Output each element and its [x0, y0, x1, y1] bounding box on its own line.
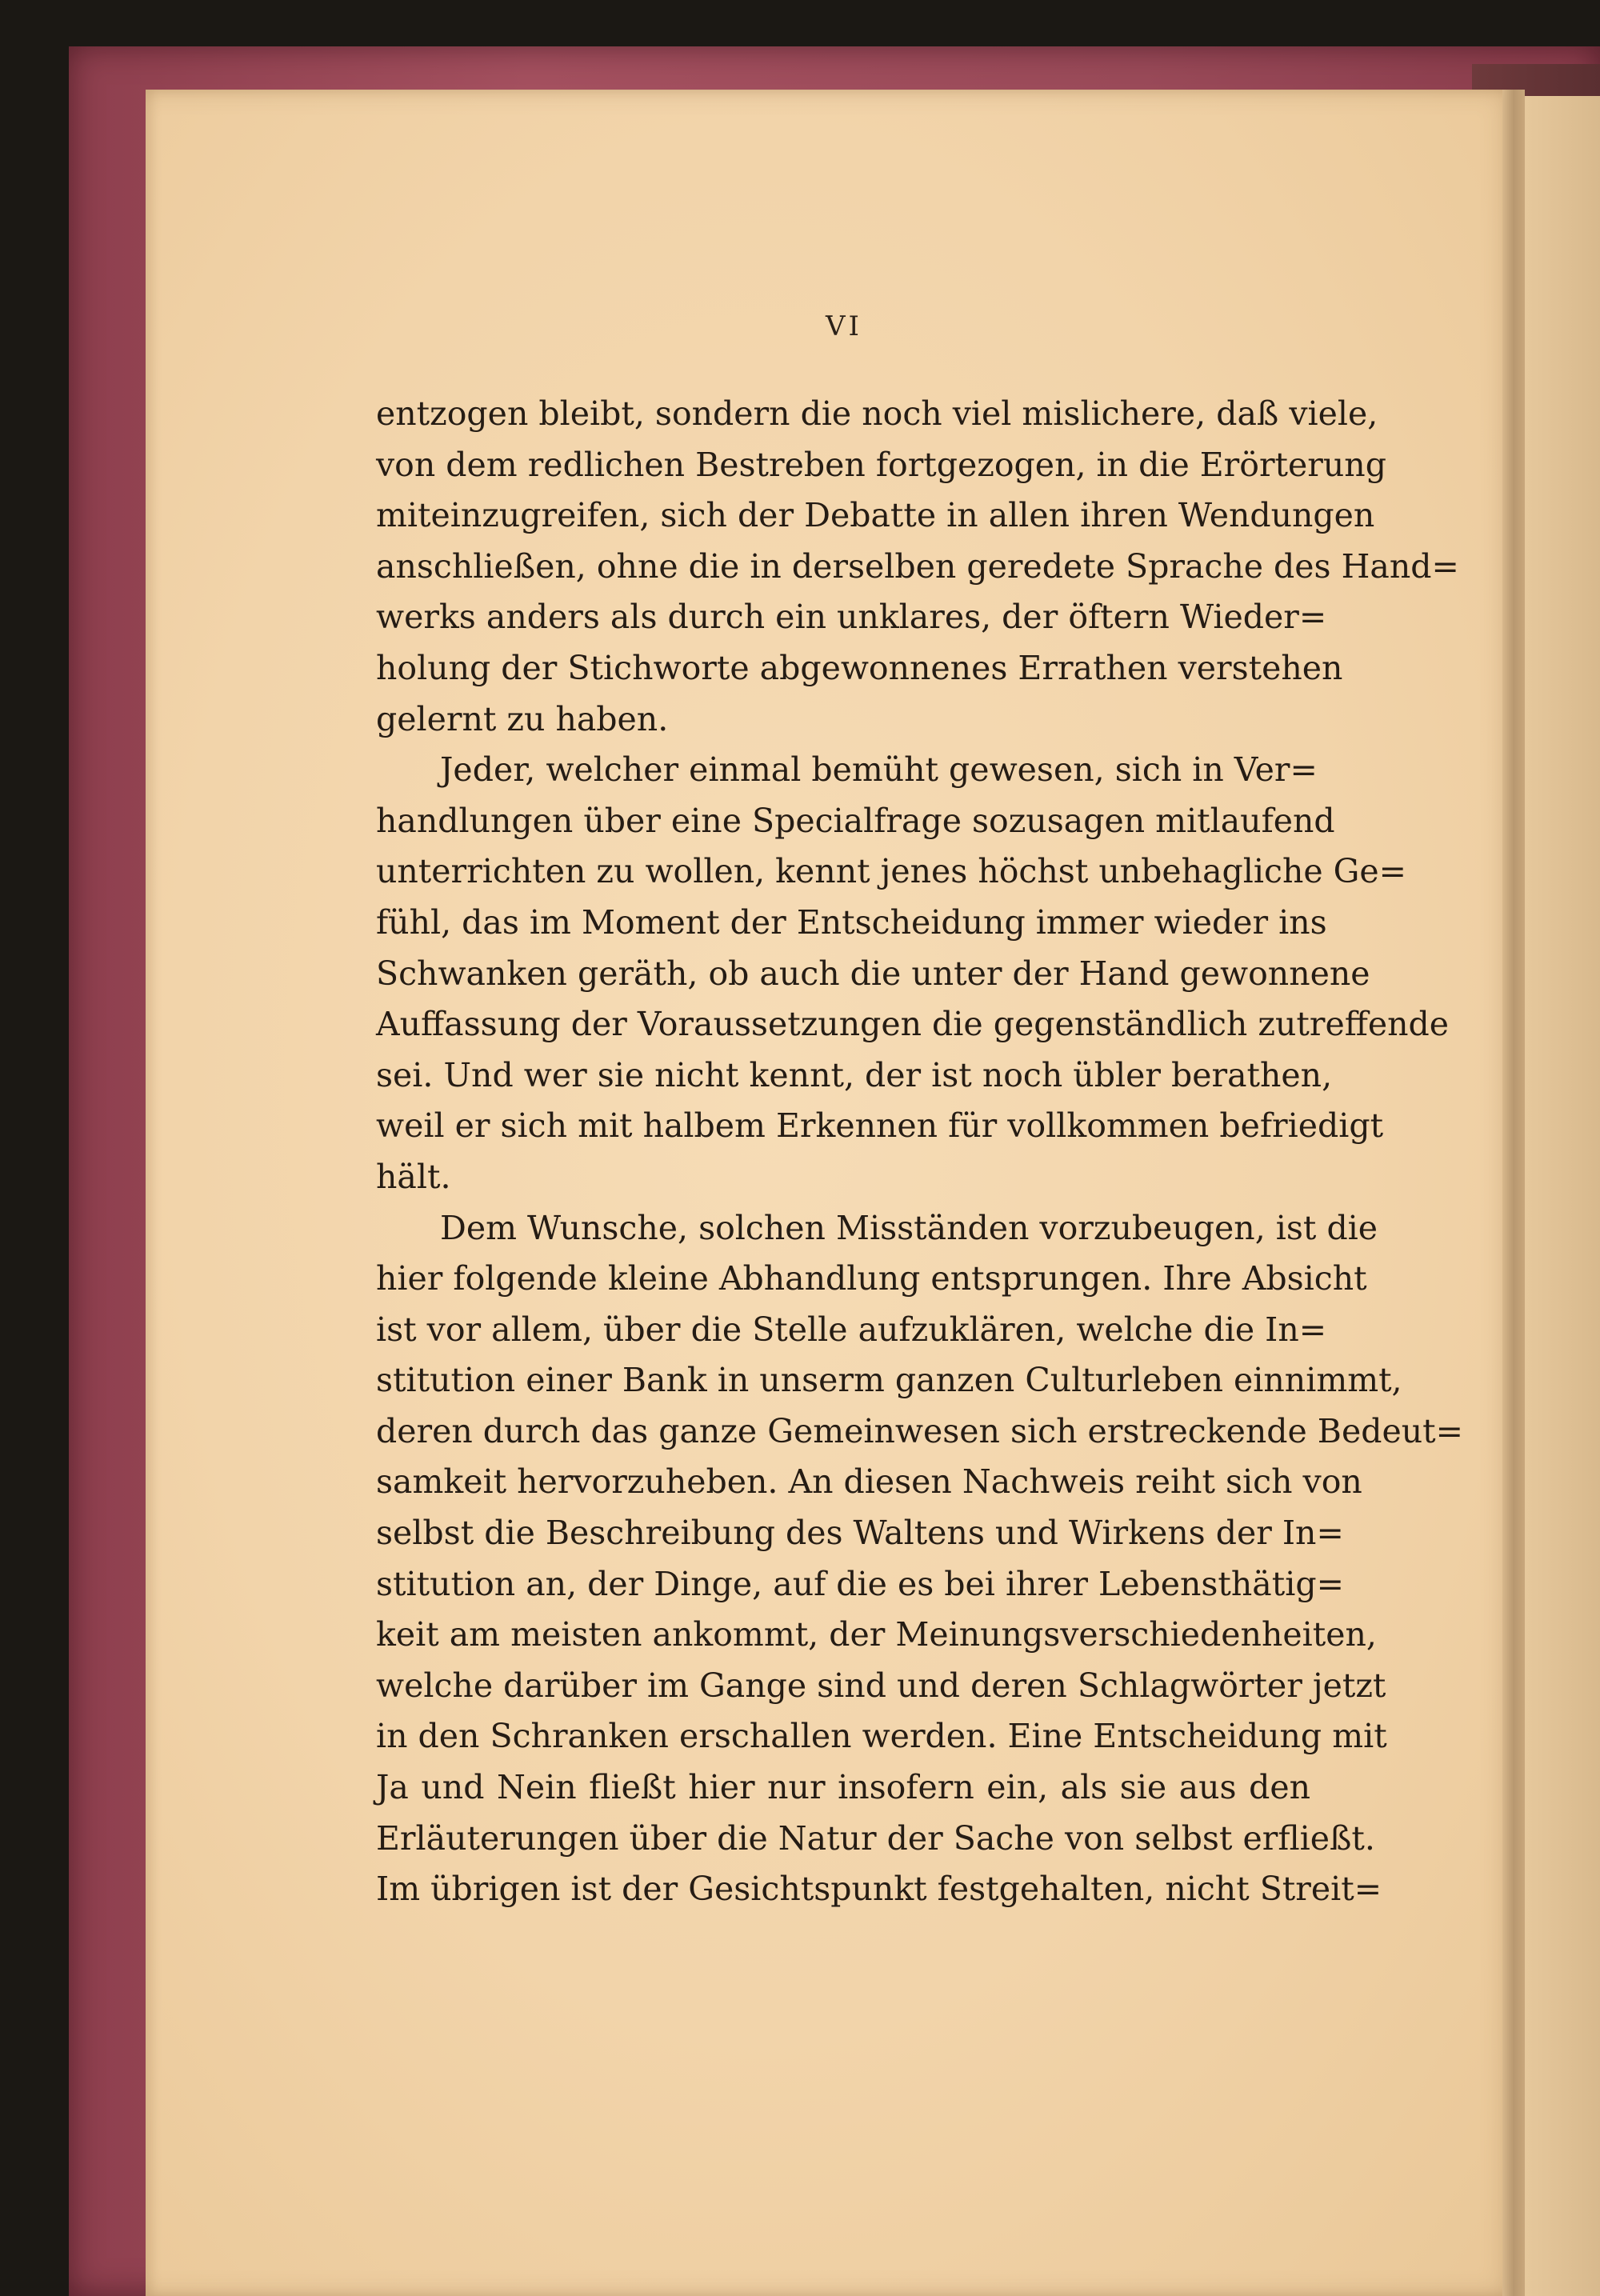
text-line: weil er sich mit halbem Erkennen für vollkommen befriedigt: [376, 1106, 1384, 1146]
next-page-leaf: [1525, 96, 1600, 2296]
text-line: entzogen bleibt, sondern die noch viel mislichere, daß viele,: [376, 394, 1378, 433]
text-line: handlungen über eine Specialfrage sozusagen mitlaufend: [376, 801, 1335, 840]
page-fold-edge: [1502, 90, 1525, 2296]
text-line: welche darüber im Gange sind und deren Schlagwörter jetzt: [376, 1666, 1386, 1705]
text-line: miteinzugreifen, sich der Debatte in allen ihren Wendungen: [376, 496, 1375, 535]
text-line: samkeit hervorzuheben. An diesen Nachweis reiht sich von: [376, 1462, 1362, 1502]
text-line: stitution einer Bank in unserm ganzen Culturleben einnimmt,: [376, 1361, 1402, 1400]
text-line: selbst die Beschreibung des Waltens und Wirkens der In=: [376, 1514, 1344, 1553]
text-line: Schwanken geräth, ob auch die unter der Hand gewonnene: [376, 954, 1370, 993]
text-line: Auffassung der Voraussetzungen die gegenständlich zutreffende: [376, 1005, 1450, 1044]
text-line: werks anders als durch ein unklares, der öftern Wieder=: [376, 598, 1327, 637]
text-line: Ja und Nein fließt hier nur insofern ein, als sie aus den: [376, 1768, 1310, 1807]
text-line: deren durch das ganze Gemeinwesen sich erstreckende Bedeut=: [376, 1411, 1463, 1450]
text-line: stitution an, der Dinge, auf die es bei ihrer Lebensthätig=: [376, 1564, 1344, 1603]
text-line: ist vor allem, über die Stelle aufzuklären, welche die In=: [376, 1310, 1327, 1349]
text-line: hält.: [376, 1157, 451, 1196]
page-number: VI: [826, 310, 862, 342]
text-line: holung der Stichworte abgewonnenes Errathen verstehen: [376, 648, 1343, 687]
text-line: Im übrigen ist der Gesichtspunkt festgehalten, nicht Streit=: [376, 1870, 1382, 1909]
text-line: unterrichten zu wollen, kennt jenes höchst unbehagliche Ge=: [376, 852, 1407, 891]
text-line: Erläuterungen über die Natur der Sache von selbst erfließt.: [376, 1818, 1375, 1858]
text-line: gelernt zu haben.: [376, 699, 669, 738]
text-line: fühl, das im Moment der Entscheidung immer wieder ins: [376, 902, 1327, 942]
text-line: keit am meisten ankommt, der Meinungsverschiedenheiten,: [376, 1615, 1377, 1654]
text-line: anschließen, ohne die in derselben geredete Sprache des Hand=: [376, 546, 1459, 586]
text-line: von dem redlichen Bestreben fortgezogen, in die Erörterung: [376, 445, 1386, 484]
text-line: Dem Wunsche, solchen Misständen vorzubeugen, ist die: [440, 1208, 1378, 1247]
body-text: [376, 389, 1463, 1915]
text-line: sei. Und wer sie nicht kennt, der ist noch übler berathen,: [376, 1055, 1333, 1094]
text-line: in den Schranken erschallen werden. Eine Entscheidung mit: [376, 1717, 1387, 1756]
text-line: Jeder, welcher einmal bemüht gewesen, sich in Ver=: [440, 750, 1318, 790]
text-line: hier folgende kleine Abhandlung entsprungen. Ihre Absicht: [376, 1259, 1367, 1298]
